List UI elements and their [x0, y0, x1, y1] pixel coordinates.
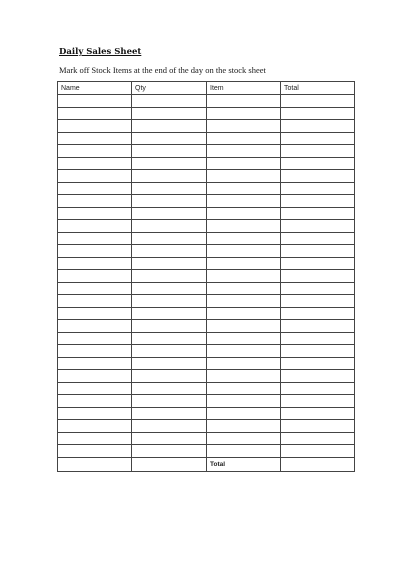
- table-cell[interactable]: [132, 282, 207, 295]
- table-cell[interactable]: [58, 195, 132, 208]
- table-cell[interactable]: [281, 207, 355, 220]
- table-cell[interactable]: [132, 332, 207, 345]
- table-header-row: [58, 82, 355, 95]
- table-cell[interactable]: [58, 107, 132, 120]
- table-cell[interactable]: [207, 307, 281, 320]
- table-cell[interactable]: [281, 232, 355, 245]
- table-cell[interactable]: [132, 207, 207, 220]
- table-cell[interactable]: [207, 420, 281, 433]
- table-cell[interactable]: [132, 295, 207, 308]
- table-cell[interactable]: [58, 407, 132, 420]
- column-header-item: Item: [207, 82, 281, 95]
- table-row: [58, 195, 355, 208]
- table-cell[interactable]: [58, 270, 132, 283]
- table-cell[interactable]: [281, 245, 355, 258]
- table-cell[interactable]: [281, 370, 355, 383]
- total-label: Total: [207, 457, 281, 471]
- table-cell[interactable]: [132, 132, 207, 145]
- table-cell[interactable]: [207, 345, 281, 358]
- table-cell[interactable]: [281, 295, 355, 308]
- table-cell[interactable]: [58, 445, 132, 458]
- table-row: [58, 270, 355, 283]
- table-cell[interactable]: [58, 120, 132, 133]
- grand-total-cell[interactable]: [281, 457, 355, 471]
- table-cell[interactable]: [132, 257, 207, 270]
- table-cell[interactable]: [207, 370, 281, 383]
- table-cell[interactable]: [207, 220, 281, 233]
- table-row: [58, 307, 355, 320]
- table-cell[interactable]: [132, 120, 207, 133]
- table-row: [58, 382, 355, 395]
- table-row: [58, 395, 355, 408]
- column-header-qty: Qty: [132, 82, 207, 95]
- table-cell[interactable]: [132, 307, 207, 320]
- table-cell[interactable]: [132, 432, 207, 445]
- table-cell[interactable]: [281, 195, 355, 208]
- table-cell[interactable]: [132, 345, 207, 358]
- table-cell[interactable]: [207, 145, 281, 158]
- table-cell[interactable]: [281, 220, 355, 233]
- table-cell[interactable]: [281, 382, 355, 395]
- table-cell[interactable]: [58, 245, 132, 258]
- table-cell[interactable]: [207, 445, 281, 458]
- table-cell[interactable]: [132, 395, 207, 408]
- table-cell[interactable]: [58, 307, 132, 320]
- table-cell[interactable]: [132, 182, 207, 195]
- table-row: [58, 207, 355, 220]
- table-cell[interactable]: [207, 245, 281, 258]
- table-cell[interactable]: [281, 157, 355, 170]
- table-cell[interactable]: [207, 295, 281, 308]
- table-row: [58, 170, 355, 183]
- table-cell[interactable]: [281, 445, 355, 458]
- table-cell[interactable]: [207, 332, 281, 345]
- table-cell[interactable]: [281, 257, 355, 270]
- table-cell[interactable]: [207, 282, 281, 295]
- table-cell[interactable]: [132, 445, 207, 458]
- table-cell[interactable]: [281, 407, 355, 420]
- table-row: [58, 370, 355, 383]
- table-cell[interactable]: [281, 420, 355, 433]
- table-cell[interactable]: [58, 207, 132, 220]
- table-cell[interactable]: [132, 107, 207, 120]
- table-cell[interactable]: [281, 182, 355, 195]
- table-cell[interactable]: [58, 220, 132, 233]
- table-cell[interactable]: [281, 307, 355, 320]
- table-cell[interactable]: [132, 195, 207, 208]
- table-cell[interactable]: [58, 170, 132, 183]
- table-cell[interactable]: [207, 407, 281, 420]
- table-cell[interactable]: [207, 107, 281, 120]
- table-cell[interactable]: [58, 457, 132, 471]
- table-cell[interactable]: [281, 432, 355, 445]
- table-cell[interactable]: [281, 332, 355, 345]
- table-cell[interactable]: [132, 157, 207, 170]
- table-cell[interactable]: [132, 357, 207, 370]
- table-cell[interactable]: [58, 432, 132, 445]
- table-cell[interactable]: [207, 207, 281, 220]
- table-row: [58, 95, 355, 108]
- table-row: [58, 282, 355, 295]
- table-cell[interactable]: [281, 357, 355, 370]
- table-row: [58, 257, 355, 270]
- table-cell[interactable]: [58, 257, 132, 270]
- table-cell[interactable]: [281, 120, 355, 133]
- table-cell[interactable]: [58, 420, 132, 433]
- table-cell[interactable]: [207, 270, 281, 283]
- table-cell[interactable]: [132, 370, 207, 383]
- table-cell[interactable]: [207, 195, 281, 208]
- table-body: [58, 95, 355, 472]
- table-row: [58, 145, 355, 158]
- table-cell[interactable]: [132, 382, 207, 395]
- table-cell[interactable]: [207, 120, 281, 133]
- table-cell[interactable]: [58, 395, 132, 408]
- table-cell[interactable]: [58, 357, 132, 370]
- table-cell[interactable]: [58, 182, 132, 195]
- table-cell[interactable]: [281, 170, 355, 183]
- table-cell[interactable]: [58, 382, 132, 395]
- table-cell[interactable]: [281, 132, 355, 145]
- table-row: [58, 120, 355, 133]
- table-cell[interactable]: [132, 170, 207, 183]
- column-header-name: Name: [58, 82, 132, 95]
- table-cell[interactable]: [58, 332, 132, 345]
- table-cell[interactable]: [281, 270, 355, 283]
- table-cell[interactable]: [207, 170, 281, 183]
- table-row: [58, 245, 355, 258]
- table-row: [58, 132, 355, 145]
- table-cell[interactable]: [132, 457, 207, 471]
- sales-table: [57, 81, 355, 472]
- table-cell[interactable]: [58, 345, 132, 358]
- table-row: [58, 445, 355, 458]
- table-row: [58, 420, 355, 433]
- table-cell[interactable]: [207, 357, 281, 370]
- table-row: [58, 320, 355, 333]
- column-header-total: Total: [281, 82, 355, 95]
- table-cell[interactable]: [132, 245, 207, 258]
- table-cell[interactable]: [281, 107, 355, 120]
- table-cell[interactable]: [207, 432, 281, 445]
- table-cell[interactable]: [207, 132, 281, 145]
- table-cell[interactable]: [207, 320, 281, 333]
- table-cell[interactable]: [207, 95, 281, 108]
- table-cell[interactable]: [132, 320, 207, 333]
- table-cell[interactable]: [132, 95, 207, 108]
- document-instruction: Mark off Stock Items at the end of the day on the stock sheet: [59, 65, 266, 75]
- table-cell[interactable]: [207, 232, 281, 245]
- table-cell[interactable]: [132, 420, 207, 433]
- table-cell[interactable]: [58, 132, 132, 145]
- table-cell[interactable]: [281, 145, 355, 158]
- table-cell[interactable]: [132, 270, 207, 283]
- table-row: [58, 220, 355, 233]
- table-row: [58, 332, 355, 345]
- table-cell[interactable]: [281, 282, 355, 295]
- table-row: [58, 345, 355, 358]
- table-row: [58, 357, 355, 370]
- table-cell[interactable]: [132, 145, 207, 158]
- table-cell[interactable]: [58, 232, 132, 245]
- table-cell[interactable]: [58, 95, 132, 108]
- table-cell[interactable]: [281, 345, 355, 358]
- table-cell[interactable]: [132, 232, 207, 245]
- document-title: Daily Sales Sheet: [59, 47, 142, 57]
- table-row: [58, 107, 355, 120]
- table-cell[interactable]: [58, 295, 132, 308]
- table-cell[interactable]: [58, 282, 132, 295]
- table-cell[interactable]: [281, 320, 355, 333]
- table-cell[interactable]: [207, 157, 281, 170]
- table-row: [58, 295, 355, 308]
- table-cell[interactable]: [281, 395, 355, 408]
- table-cell[interactable]: [58, 145, 132, 158]
- table-cell[interactable]: [281, 95, 355, 108]
- table-row: [58, 432, 355, 445]
- table-cell[interactable]: [207, 382, 281, 395]
- table-cell[interactable]: [58, 157, 132, 170]
- table-cell[interactable]: [132, 220, 207, 233]
- table-cell[interactable]: [207, 395, 281, 408]
- table-cell[interactable]: [58, 320, 132, 333]
- table-row: [58, 407, 355, 420]
- table-cell[interactable]: [58, 370, 132, 383]
- table-row: [58, 182, 355, 195]
- table-cell[interactable]: [132, 407, 207, 420]
- table-row: [58, 157, 355, 170]
- table-row: [58, 232, 355, 245]
- table-total-row: [58, 457, 355, 471]
- table-cell[interactable]: [207, 182, 281, 195]
- table-cell[interactable]: [207, 257, 281, 270]
